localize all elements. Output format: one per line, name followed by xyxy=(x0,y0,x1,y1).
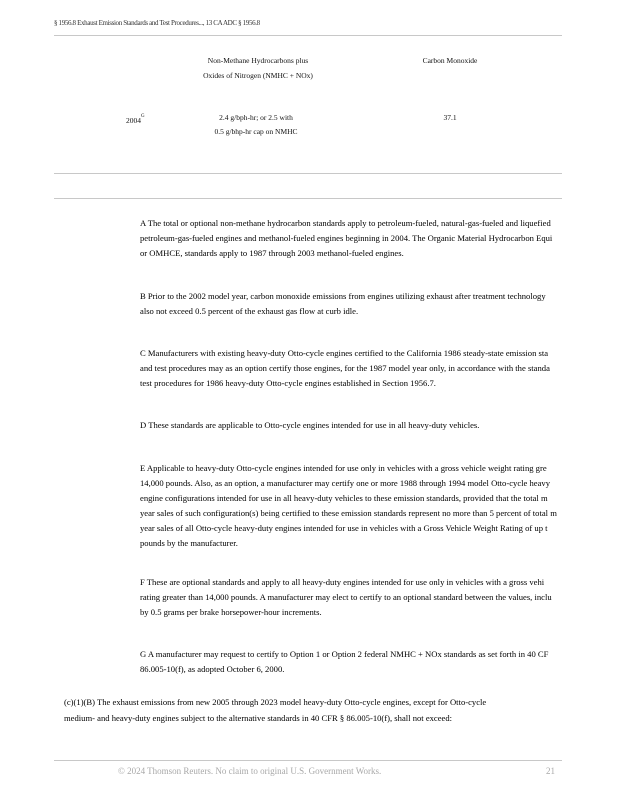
footnote-line: test procedures for 1986 heavy-duty Otto-cycle engines established in Section 1956.7. xyxy=(140,378,436,388)
footnote-line: rating greater than 14,000 pounds. A manufacturer may elect to certify to an optional standard between the values, inclu xyxy=(140,592,552,602)
footnote-line: year sales of all Otto-cycle heavy-duty engines intended for use in vehicles with a Gross Vehicle Weight Rating of up t xyxy=(140,523,548,533)
footnote-b xyxy=(140,289,618,319)
footnote-e xyxy=(140,461,618,551)
table-rule-bottom xyxy=(54,198,562,199)
footnote-line: and test procedures may as an option certify those engines, for the 1987 model year only, in accordance with the standa xyxy=(140,363,550,373)
footnote-line: also not exceed 0.5 percent of the exhaust gas flow at curb idle. xyxy=(140,306,359,316)
model-year: 2004 xyxy=(126,116,141,125)
footnote-line: by 0.5 grams per brake horsepower-hour increments. xyxy=(140,607,322,617)
column-header-line: Carbon Monoxide xyxy=(422,56,478,65)
footnote-d xyxy=(140,418,618,433)
model-year-footnote: G xyxy=(141,114,145,119)
footnote-line: 86.005-10(f), as adopted October 6, 2000. xyxy=(140,664,285,674)
footnote-line: 14,000 pounds. Also, as an option, a manufacturer may certify one or more 1988 through 1994 model Otto-cycle heavy xyxy=(140,478,551,488)
footnote-c xyxy=(140,346,618,391)
footnote-line: year sales of such configuration(s) being certified to these emission standards represent no more than 5 percent of total m xyxy=(140,508,557,518)
running-header: § 1956.8 Exhaust Emission Standards and Test Procedures..., 13 CA ADC § 1956.8 xyxy=(54,19,260,27)
model-year-cell xyxy=(126,116,145,125)
footnote-line: engine configurations intended for use in all heavy-duty vehicles to these emission standards, provided that the total m xyxy=(140,493,548,503)
paragraph-line: (c)(1)(B) The exhaust emissions from new 2005 through 2023 model heavy-duty Otto-cycle engines, except for Otto-cycle xyxy=(64,697,487,707)
table-rule-top xyxy=(54,173,562,174)
paragraph-line: medium- and heavy-duty engines subject to the alternative standards in 40 CFR § 86.005-10(f), shall not exceed: xyxy=(64,712,453,723)
column-header-nmhc-nox xyxy=(188,53,328,83)
footnote-line: E Applicable to heavy-duty Otto-cycle engines intended for use only in vehicles with a gross vehicle weight rating gre xyxy=(140,463,547,473)
column-header-carbon-monoxide xyxy=(400,53,500,68)
footnote-line: G A manufacturer may request to certify to Option 1 or Option 2 federal NMHC + NOx standards as set forth in 40 CF xyxy=(140,649,549,659)
footnote-line: or OMHCE, standards apply to 1987 through 2003 methanol-fueled engines. xyxy=(140,248,404,258)
footnote-line: F These are optional standards and apply to all heavy-duty engines intended for use only in vehicles with a gross vehi xyxy=(140,577,545,587)
copyright-notice: © 2024 Thomson Reuters. No claim to original U.S. Government Works. xyxy=(118,766,382,776)
footnote-line: A The total or optional non-methane hydrocarbon standards apply to petroleum-fueled, natural-gas-fueled and liquefied xyxy=(140,218,551,228)
footnote-f xyxy=(140,575,618,620)
column-header-line: Oxides of Nitrogen (NMHC + NOx) xyxy=(203,71,313,80)
footnote-line: B Prior to the 2002 model year, carbon monoxide emissions from engines utilizing exhaust after treatment technology xyxy=(140,291,546,301)
footnote-line: pounds by the manufacturer. xyxy=(140,538,238,548)
carbon-monoxide-cell: 37.1 xyxy=(443,113,457,122)
page-number: 21 xyxy=(546,766,555,776)
nmhc-nox-line: 0.5 g/bhp-hr cap on NMHC xyxy=(214,127,298,136)
header-rule xyxy=(54,35,562,36)
nmhc-nox-cell xyxy=(196,111,316,139)
nmhc-nox-line: 2.4 g/bph-hr; or 2.5 with xyxy=(219,113,293,122)
footnote-g xyxy=(140,647,618,677)
footnote-line: petroleum-gas-fueled engines and methanol-fueled engines beginning in 2004. The Organic Material Hydrocarbon Equi xyxy=(140,233,553,243)
column-header-line: Non-Methane Hydrocarbons plus xyxy=(207,56,309,65)
footnote-line: D These standards are applicable to Otto-cycle engines intended for use in all heavy-duty vehicles. xyxy=(140,420,480,430)
footnote-line: C Manufacturers with existing heavy-duty Otto-cycle engines certified to the California 1986 steady-state emission sta xyxy=(140,348,549,358)
section-paragraph xyxy=(64,695,564,726)
footnote-a xyxy=(140,216,618,261)
footer-rule xyxy=(54,760,562,761)
